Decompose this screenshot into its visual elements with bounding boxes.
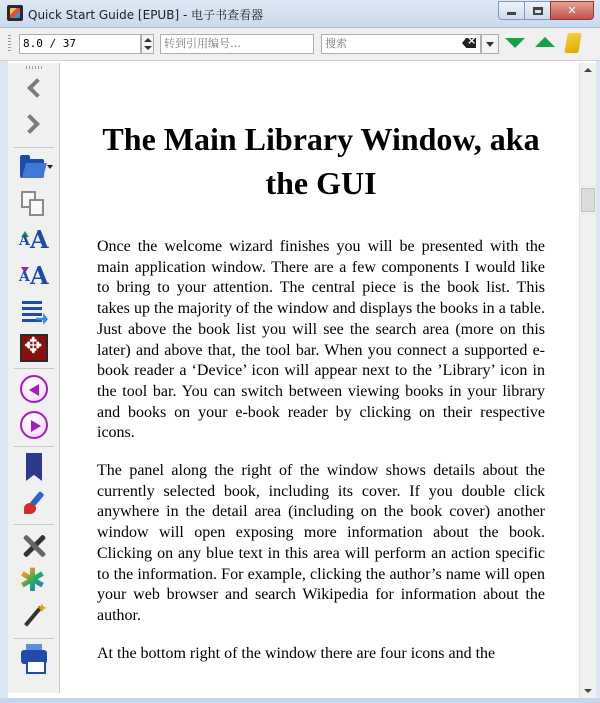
- font-large-a-glyph: A: [30, 261, 49, 290]
- increase-font-button[interactable]: [19, 225, 49, 255]
- scroll-up-icon[interactable]: [584, 68, 592, 72]
- magic-wand-button[interactable]: [19, 602, 49, 632]
- next-page-button[interactable]: [19, 410, 49, 440]
- window-frame-bottom: [0, 698, 600, 703]
- previous-page-icon: [20, 375, 48, 403]
- copy-button[interactable]: [19, 189, 49, 219]
- forward-button[interactable]: [19, 111, 49, 141]
- fullscreen-button[interactable]: [19, 333, 49, 363]
- toc-icon: [22, 301, 42, 323]
- separator: [14, 147, 54, 148]
- printer-icon: [21, 650, 47, 664]
- maximize-icon: [533, 7, 543, 15]
- chevron-down-icon[interactable]: [47, 165, 53, 169]
- separator: [14, 446, 54, 447]
- app-logo-icon: [7, 5, 23, 21]
- font-large-a-glyph: A: [30, 225, 49, 254]
- scroll-down-icon[interactable]: [584, 689, 592, 693]
- side-toolbar: [8, 63, 60, 693]
- font-small-a-glyph: A: [19, 233, 30, 249]
- paragraph-2: The panel along the right of the window shows details about the currently selected book, including its cover. If you double click anywhere in the detail area (including on the book cover) another window will open exposing more information about the book. Clicking on any blue text in this area will perform an action specific to the information. For example, clicking the author’s name will open your web browser and search Wikipedia for information about the author.: [97, 462, 545, 624]
- print-button[interactable]: [19, 644, 49, 674]
- separator: [14, 638, 54, 639]
- window-frame-right: [596, 28, 600, 698]
- minimize-button[interactable]: [498, 1, 524, 20]
- scroll-thumb[interactable]: [581, 188, 595, 212]
- font-small-a-glyph: A: [19, 269, 30, 285]
- search-input[interactable]: 搜索: [321, 34, 481, 54]
- copy-icon-front: [29, 199, 44, 216]
- theme-button[interactable]: [19, 488, 49, 518]
- decrease-font-button[interactable]: [19, 261, 49, 291]
- preferences-button[interactable]: [19, 530, 49, 560]
- previous-page-button[interactable]: [19, 374, 49, 404]
- bookmarks-button[interactable]: [19, 452, 49, 482]
- folder-open-icon: [20, 159, 44, 178]
- step-up-icon[interactable]: [144, 38, 152, 42]
- vertical-scrollbar[interactable]: [579, 63, 596, 698]
- find-previous-icon[interactable]: [535, 37, 555, 47]
- paragraph-3: At the bottom right of the window there are four icons and the: [97, 645, 496, 662]
- side-toolbar-grip[interactable]: [26, 66, 44, 69]
- back-arrow-icon: [27, 78, 47, 98]
- next-page-icon: [20, 411, 48, 439]
- window-frame-left: [0, 28, 8, 698]
- fullscreen-icon: [20, 334, 48, 362]
- document-view[interactable]: [61, 63, 579, 698]
- find-next-icon[interactable]: [505, 38, 525, 48]
- maximize-button[interactable]: [524, 1, 550, 20]
- back-button[interactable]: [19, 75, 49, 105]
- page-title: The Main Library Window, aka the GUI: [102, 121, 540, 201]
- position-spinbox[interactable]: 8.0 / 37: [19, 34, 141, 54]
- paragraph-1: Once the welcome wizard finishes you will be presented with the main application window. There are a few components I would like to bring to your attention. The central piece is the book list. This takes up the majority of the window and displays the books in a table. Just above the book list you will see the search area (more on this later) and above that, the tool bar. When you connect a supported e-book reader a ‘Device’ icon will appear next to the ’Library’ icon in the tool bar. You can switch between viewing books in your library and books on your e-book reader by clicking on their respective icons.: [97, 238, 545, 442]
- title-bar[interactable]: [0, 0, 600, 28]
- minimize-icon: [507, 12, 516, 15]
- close-icon: ✕: [567, 4, 577, 17]
- separator: [14, 368, 54, 369]
- search-history-dropdown[interactable]: [481, 34, 499, 54]
- table-of-contents-button[interactable]: [19, 297, 49, 327]
- reference-input[interactable]: 转到引用编号…: [160, 34, 314, 54]
- toolbar-grip[interactable]: [8, 35, 11, 53]
- forward-arrow-icon: [20, 114, 40, 134]
- about-button[interactable]: [19, 561, 49, 599]
- bookmark-icon: [26, 453, 42, 481]
- window-title: Quick Start Guide [EPUB] - 电子书查看器: [28, 8, 264, 22]
- calibre-logo-icon: ✱: [19, 561, 46, 599]
- open-ebook-button[interactable]: [19, 153, 49, 183]
- window-controls: [498, 1, 594, 21]
- close-button[interactable]: [550, 1, 594, 20]
- separator: [14, 524, 54, 525]
- tools-icon: [22, 532, 48, 558]
- sparkle-icon: ✦: [36, 601, 48, 617]
- paintbrush-icon: [23, 491, 47, 515]
- position-stepper[interactable]: [141, 34, 154, 54]
- step-down-icon[interactable]: [144, 46, 152, 50]
